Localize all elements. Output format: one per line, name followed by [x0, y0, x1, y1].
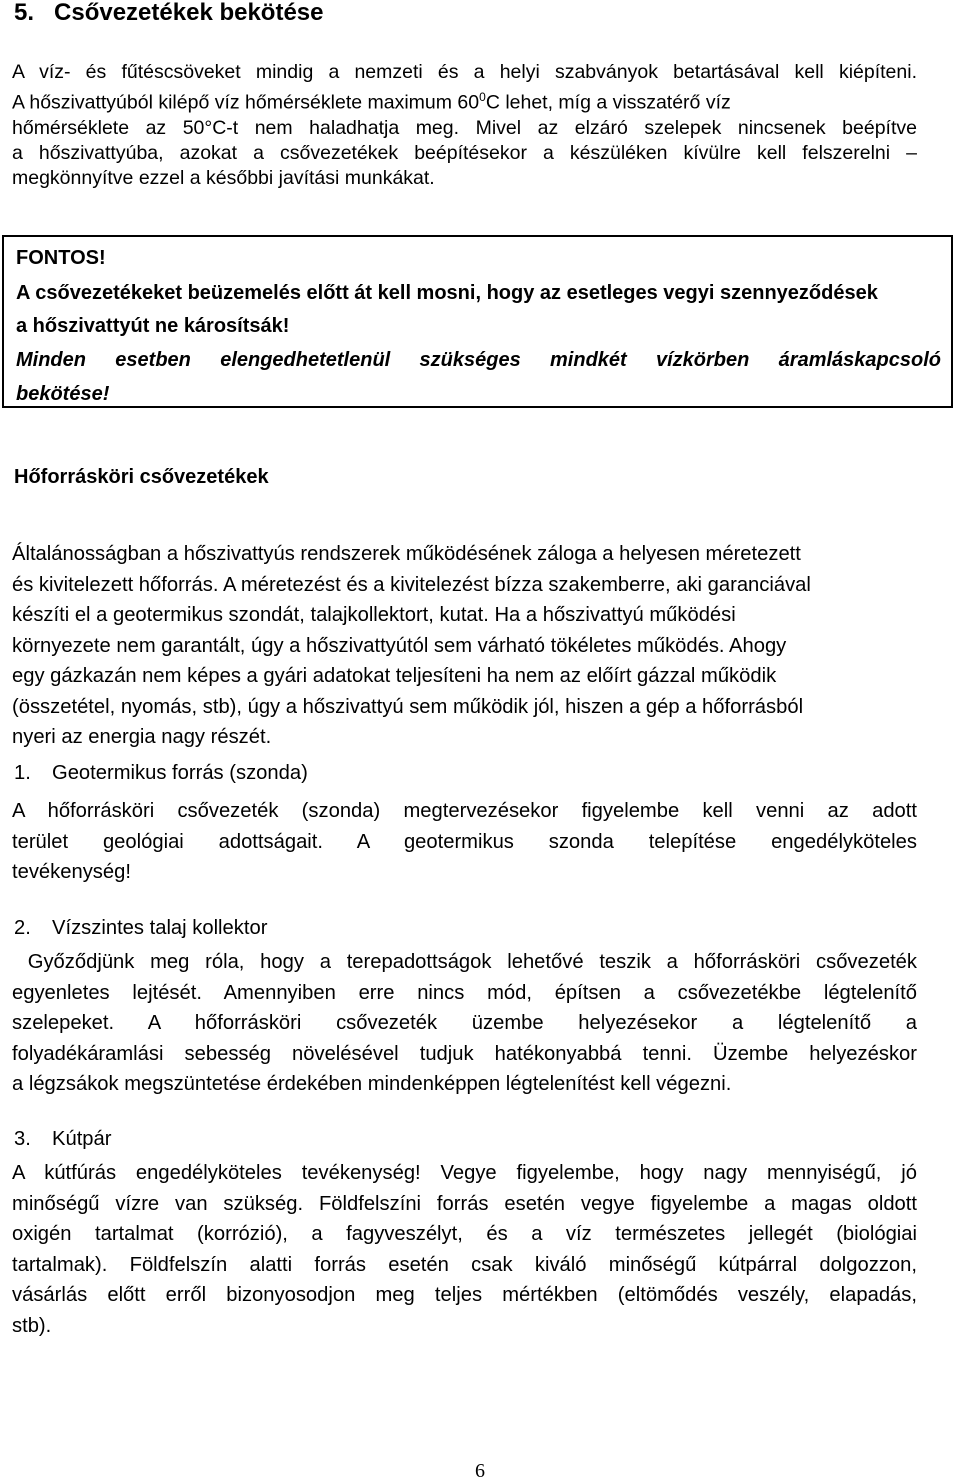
item-paragraph: [12, 796, 917, 888]
notice-line-italic: bekötése!: [16, 383, 110, 405]
paragraph-line: A kútfúrás engedélyköteles tevékenység! Vegye figyelembe, hogy nagy mennyiségű, jó: [12, 1162, 917, 1184]
paragraph-line: minőségű vízre van szükség. Földfelszíni forrás esetén vegye figyelembe a magas oldott: [12, 1192, 917, 1215]
item-title: Vízszintes talaj kollektor: [52, 917, 268, 939]
intro-line-text: A hőszivattyúból kilépő víz hőmérséklete maximum 60: [12, 91, 480, 114]
paragraph-line: nyeri az energia nagy részét.: [12, 726, 272, 748]
item-paragraph: [12, 947, 917, 1100]
paragraph-line: szelepeket. A hőforrásköri csővezeték üzembe helyezésekor a légtelenítő a: [12, 1012, 917, 1034]
paragraph-line: egyenletes lejtését. Amennyiben erre nincs mód, építsen a csővezetékbe légtelenítő: [12, 981, 917, 1004]
intro-line: a hőszivattyúba, azokat a csővezetékek beépítésekor a készüléken kívülre kell felszerelni –: [12, 141, 917, 164]
paragraph-line: tevékenység!: [12, 861, 131, 883]
paragraph-line: A hőforrásköri csővezeték (szonda) megtervezésekor figyelembe kell venni az adott: [12, 800, 917, 822]
paragraph-line: környezete nem garantált, úgy a hőszivattyútól sem várható tökéletes működés. Ahogy: [12, 634, 787, 657]
intro-paragraph: [12, 60, 917, 191]
paragraph-line: Általánosságban a hőszivattyús rendszerek működésének záloga a helyesen méretezett: [12, 543, 801, 565]
notice-line: a hőszivattyút ne károsítsák!: [16, 315, 290, 337]
item-number: 1.: [14, 762, 31, 784]
paragraph-line: tartalmak). Földfelszín alatti forrás esetén csak kiváló minőségű kútpárral dolgozzon,: [12, 1253, 917, 1276]
intro-line-rest: C lehet, míg a visszatérő víz: [485, 91, 731, 114]
item-heading: [14, 917, 267, 940]
paragraph-line: egy gázkazán nem képes a gyári adatokat teljesíteni ha nem az előírt gázzal működik: [12, 665, 777, 687]
paragraph-line: terület geológiai adottságait. A geotermikus szonda telepítése engedélyköteles: [12, 830, 917, 853]
notice-line: A csővezetékeket beüzemelés előtt át kell mosni, hogy az esetleges vegyi szennyeződések: [16, 282, 878, 304]
intro-line: megkönnyítve ezzel a későbbi javítási munkákat.: [12, 166, 435, 189]
paragraph-line: stb).: [12, 1314, 52, 1337]
important-notice-box: [2, 235, 953, 408]
paragraph-line: vásárlás előtt erről bizonyosodjon meg teljes mértékben (eltömődés veszély, elapadás,: [12, 1284, 917, 1306]
paragraph-line: a légzsákok megszüntetése érdekében mindenképpen légtelenítést kell végezni.: [12, 1073, 732, 1095]
notice-line-italic: Minden esetben elengedhetetlenül szükséges mindkét vízkörben áramláskapcsoló: [16, 349, 941, 371]
item-title: Kútpár: [52, 1128, 112, 1150]
paragraph-line: készíti el a geotermikus szondát, talajkollektort, kutat. Ha a hőszivattyú működési: [12, 604, 736, 626]
paragraph-line: oxigén tartalmat (korrózió), a fagyveszélyt, és a víz természetes jellegét (biológiai: [12, 1223, 917, 1245]
intro-line: [12, 85, 917, 116]
paragraph-line: Győződjünk meg róla, hogy a terepadottságok lehetővé teszik a hőforrásköri csővezeték: [12, 951, 917, 973]
paragraph-line: és kivitelezett hőforrás. A méretezést és a kivitelezést bízza szakemberre, aki garanciával: [12, 573, 811, 596]
item-title: Geotermikus forrás (szonda): [52, 762, 308, 784]
section-heading: 5. Csővezetékek bekötése: [14, 0, 324, 26]
item-heading: [14, 1128, 111, 1151]
item-paragraph: [12, 1158, 917, 1341]
item-heading: [14, 762, 308, 785]
intro-line: hőmérséklete az 50°C-t nem haladhatja meg. Mivel az elzáró szelepek nincsenek beépítve: [12, 116, 917, 139]
paragraph-line: folyadékáramlási sebesség növelésével tudjuk hatékonyabbá tenni. Üzembe helyezéskor: [12, 1042, 917, 1065]
item-number: 2.: [14, 917, 31, 939]
item-number: 3.: [14, 1128, 31, 1150]
page-number: 6: [475, 1460, 485, 1482]
superscript-zero: 0: [479, 90, 486, 104]
intro-line: A víz- és fűtéscsöveket mindig a nemzeti és a helyi szabványok betartásával kell kiépíteni.: [12, 61, 917, 83]
general-paragraph: [12, 539, 917, 753]
paragraph-line: (összetétel, nyomás, stb), úgy a hőszivattyú sem működik jól, hiszen a gép a hőforrásból: [12, 695, 804, 718]
notice-label: FONTOS!: [16, 247, 106, 269]
subsection-title: Hőforrásköri csővezetékek: [14, 466, 269, 488]
